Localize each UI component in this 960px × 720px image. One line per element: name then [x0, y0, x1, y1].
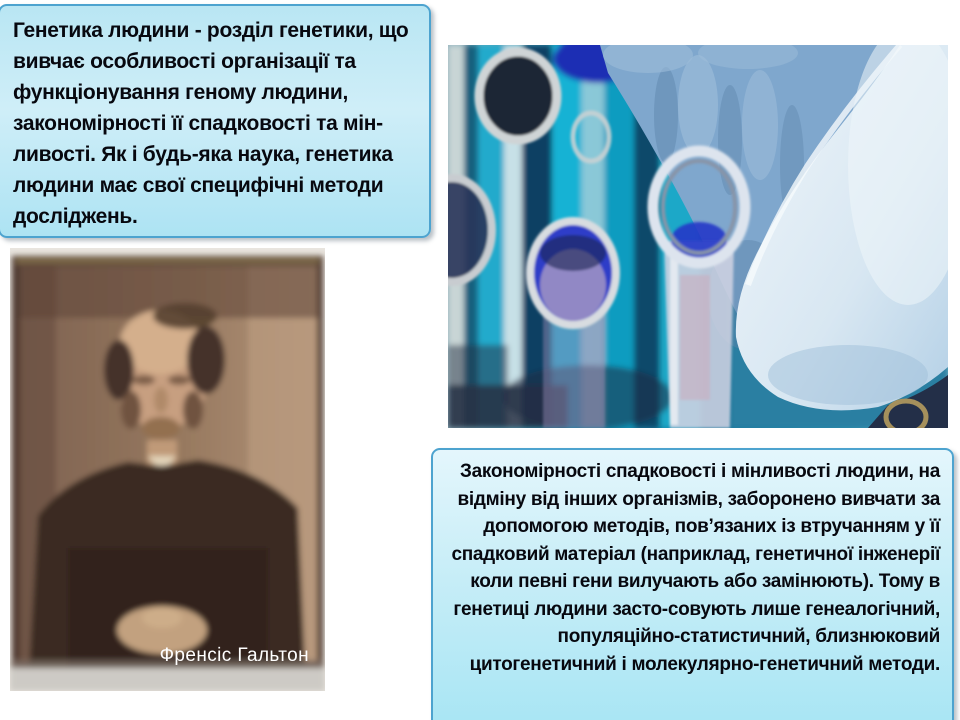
methods-text-box	[431, 448, 954, 720]
test-tubes-glove-illustration	[448, 45, 948, 428]
hair-right	[187, 326, 225, 394]
methods-text: Закономірності спадковості і мінливості людини, на відміну від інших організмів, заборонено вивчати за допомогою методів, пов’язаних із втручанням у її спадковий матеріал (наприклад, генетичної інженерії коли певні гени вилучають або замінюють). Тому в генетиці людини засто-совують лише генеалогічний, популяційно-статистичний, близнюковий цитогенетичний і молекулярно-генетичний методи.	[451, 461, 940, 675]
definition-text-box	[0, 4, 431, 238]
sepia-portrait	[10, 256, 325, 691]
test-tubes-photo	[448, 45, 948, 428]
portrait-caption: Френсіс Гальтон	[159, 645, 309, 666]
galton-portrait-illustration	[10, 248, 325, 691]
photo-bottom-margin	[10, 668, 325, 691]
hair-left	[104, 340, 134, 400]
galton-portrait-photo	[10, 248, 325, 691]
definition-text: Генетика людини - розділ генетики, що вивчає особливості організації та функціонування геному людини, закономірності її спадковості та мін-ливості. Як і будь-яка наука, генетика людини має свої специфічні методи досліджень.	[13, 19, 409, 228]
